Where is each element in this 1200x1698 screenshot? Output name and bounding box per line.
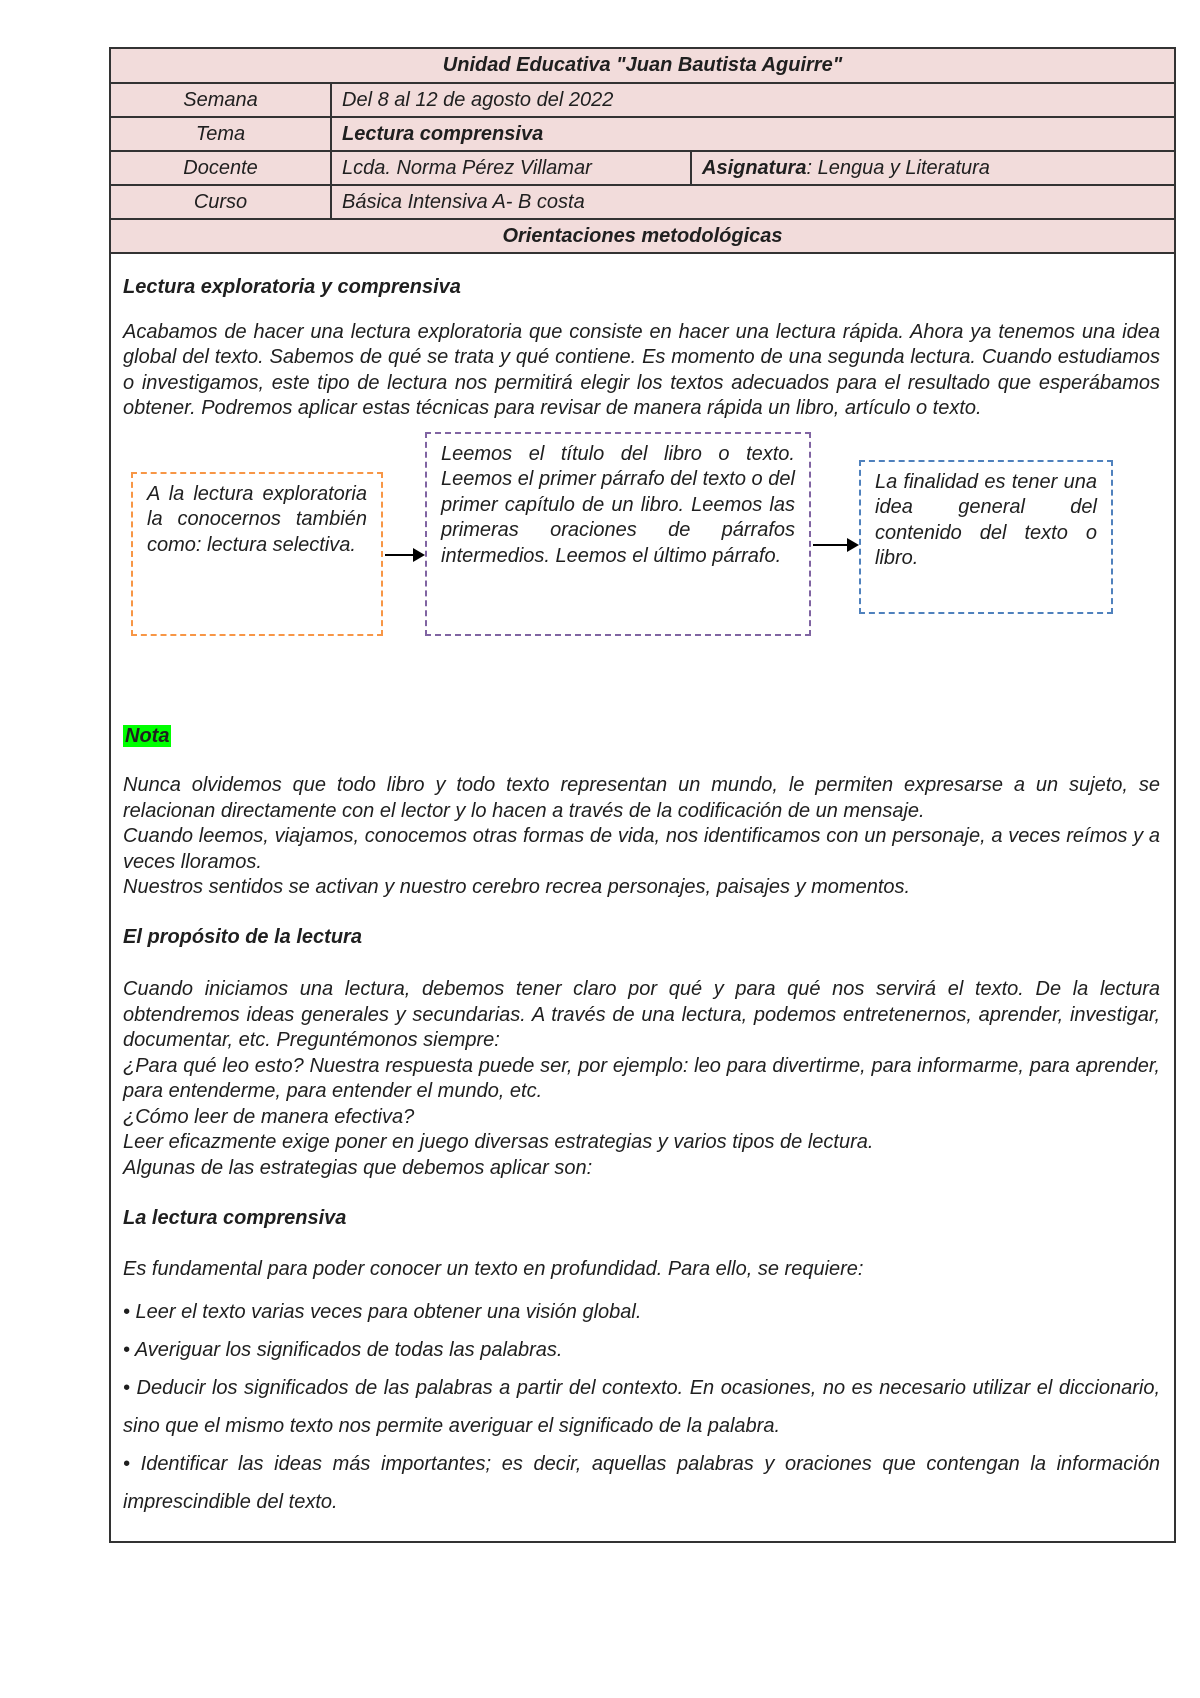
subject-value: : Lengua y Literatura xyxy=(806,156,990,179)
nota-paragraph xyxy=(123,724,1160,750)
purpose-paragraph-2: ¿Para qué leo esto? Nuestra respuesta puede ser, por ejemplo: leo para divertirme, para informarme, para aprender, para entenderme, para entender el mundo, etc. xyxy=(123,1054,1160,1102)
section-heading-exploratory: Lectura exploratoria y comprensiva xyxy=(123,276,461,298)
purpose-paragraph-1: Cuando iniciamos una lectura, debemos tener claro por qué y para qué nos servirá el texto. De la lectura obtendremos ideas generales y secundarias. A través de una lectura, podemos entretenernos, aprender, investigar, documentar, etc. Preguntémonos siempre: xyxy=(123,978,1160,1051)
bullet-item: • Identificar las ideas más importantes; es decir, aquellas palabras y oraciones que contengan la información imprescindible del texto. xyxy=(123,1453,1160,1513)
reading-diagram xyxy=(123,422,1160,672)
orientations-title: Orientaciones metodológicas xyxy=(111,219,1174,253)
purpose-paragraph-4: Leer eficazmente exige poner en juego diversas estrategias y varios tipos de lectura. xyxy=(123,1131,874,1153)
bullet-item: • Deducir los significados de las palabras a partir del contexto. En ocasiones, no es necesario utilizar el diccionario, sino que el mismo texto nos permite averiguar el significado de la palabra. xyxy=(123,1377,1160,1437)
teacher-value: Lcda. Norma Pérez Villamar xyxy=(331,151,691,185)
box-selective-emphasis: lectura selectiva. xyxy=(207,533,356,556)
course-label: Curso xyxy=(111,185,331,219)
nota-line-3: Nuestros sentidos se activan y nuestro cerebro recrea personajes, paisajes y momentos. xyxy=(123,876,911,898)
purpose-paragraph-3: ¿Cómo leer de manera efectiva? xyxy=(123,1105,415,1128)
week-value: Del 8 al 12 de agosto del 2022 xyxy=(331,83,1174,117)
nota-line-2: Cuando leemos, viajamos, conocemos otras formas de vida, nos identificamos con un personaje, a veces reímos y a veces lloramos. xyxy=(123,825,1160,873)
subject-label: Asignatura xyxy=(702,156,807,179)
section-heading-purpose: El propósito de la lectura xyxy=(123,925,362,948)
week-label: Semana xyxy=(111,83,331,117)
teacher-label: Docente xyxy=(111,151,331,185)
diagram-box-selective xyxy=(131,472,383,636)
diagram-box-steps: Leemos el título del libro o texto. Leemos el primer párrafo del texto o del primer capítulo de un libro. Leemos las primeras oraciones de párrafos intermedios. Leemos el último párrafo. xyxy=(425,432,811,636)
subject-cell xyxy=(691,151,1174,185)
arrow-right-1 xyxy=(385,554,423,556)
diagram-box-purpose: La finalidad es tener una idea general del contenido del texto o libro. xyxy=(859,460,1113,614)
topic-value: Lectura comprensiva xyxy=(331,117,1174,151)
header-table xyxy=(111,49,1174,254)
purpose-paragraph-5: Algunas de las estrategias que debemos aplicar son: xyxy=(123,1156,593,1179)
exploratory-paragraph: Acabamos de hacer una lectura exploratoria que consiste en hacer una lectura rápida. Ahora ya tenemos una idea global del texto. Sabemos de qué se trata y qué contiene. Es momento de una segunda lectura. Cuando estudiamos o investigamos, este tipo de lectura nos permitirá elegir los textos adecuados para el resultado que esperábamos obtener. Podremos aplicar estas técnicas para revisar de manera rápida un libro, artículo o texto. xyxy=(123,320,1160,419)
section-heading-comprehensive: La lectura comprensiva xyxy=(123,1207,347,1229)
bullet-item: • Leer el texto varias veces para obtener una visión global. xyxy=(123,1301,642,1323)
box-selective-text: A la lectura exploratoria la conocernos también como: xyxy=(147,482,367,556)
topic-label: Tema xyxy=(111,117,331,151)
nota-line-1: Nunca olvidemos que todo libro y todo texto representan un mundo, le permiten expresarse a un sujeto, se relacionan directamente con el lector y lo hacen a través de la codificación de un mensaje. xyxy=(123,774,1160,822)
school-name: Unidad Educativa "Juan Bautista Aguirre" xyxy=(111,49,1174,83)
nota-badge: Nota xyxy=(125,724,170,747)
course-value: Básica Intensiva A- B costa xyxy=(331,185,1174,219)
comprehensive-intro: Es fundamental para poder conocer un texto en profundidad. Para ello, se requiere: xyxy=(123,1257,864,1280)
document-page xyxy=(109,47,1176,1543)
content-body xyxy=(123,267,1160,1521)
arrow-right-2 xyxy=(813,544,857,546)
bullet-item: • Averiguar los significados de todas las palabras. xyxy=(123,1339,563,1361)
